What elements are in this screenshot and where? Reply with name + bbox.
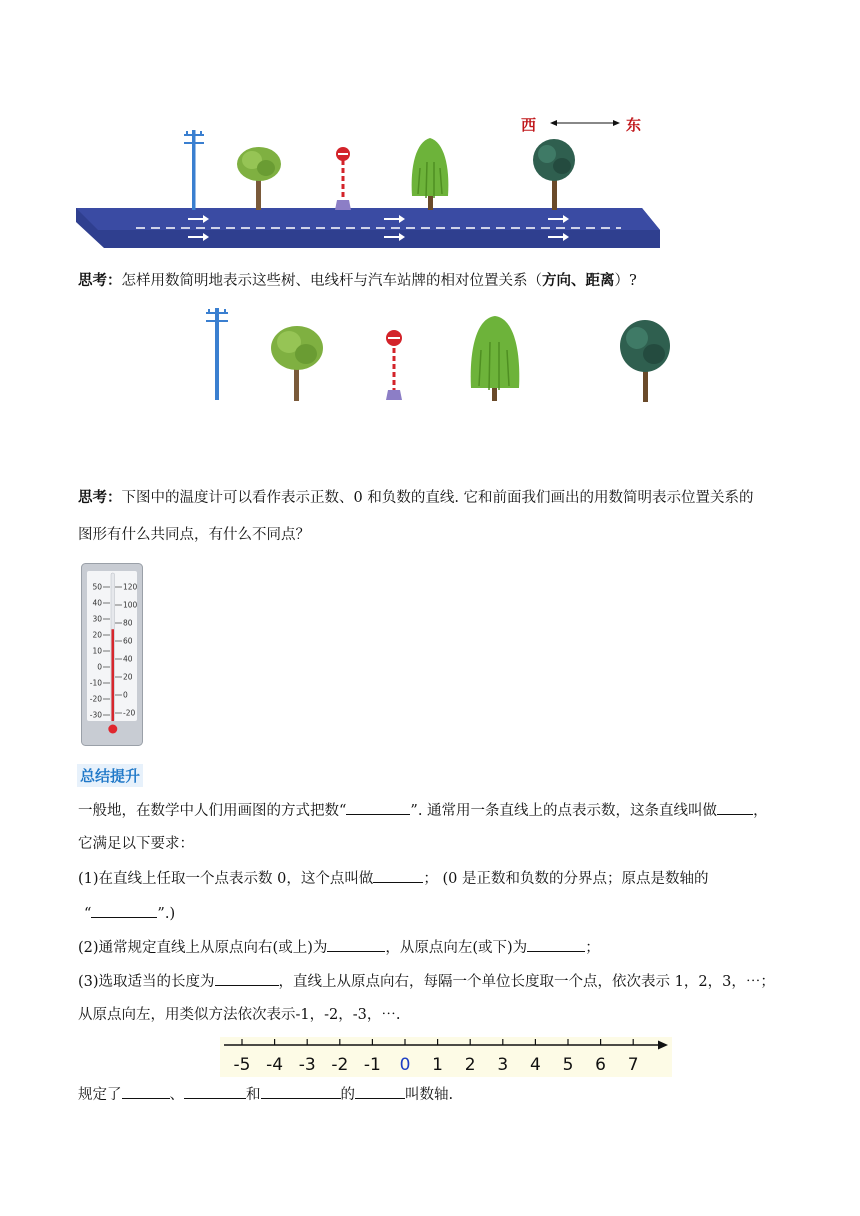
summary-line-8 xyxy=(78,1084,453,1105)
number-line-label: -5 xyxy=(233,1055,251,1075)
fahrenheit-tick-label: 80 xyxy=(123,618,133,628)
fahrenheit-tick-label: -20 xyxy=(123,708,136,718)
text: ，直线上从原点向右，每隔一个单位长度取一个点，依次表示 1，2，3，⋯； xyxy=(278,974,775,990)
celsius-tick-label: 20 xyxy=(92,630,102,640)
summary-line-1 xyxy=(78,800,768,821)
east-label: 东 xyxy=(626,116,642,134)
text: ； xyxy=(585,940,600,956)
celsius-tick-label: 10 xyxy=(92,646,102,656)
number-line-label: -2 xyxy=(331,1055,349,1075)
number-line-label: -1 xyxy=(363,1055,381,1075)
fahrenheit-tick-label: 60 xyxy=(123,636,133,646)
objects-figure xyxy=(195,302,685,407)
power-pole xyxy=(184,130,204,210)
text: ，从原点向左(或下)为 xyxy=(385,940,528,956)
celsius-tick-label: -10 xyxy=(89,678,102,688)
text: 和 xyxy=(246,1087,261,1103)
willow-tree xyxy=(412,138,449,210)
think-label: 思考： xyxy=(78,489,122,506)
think-line-2: 图形有什么共同点，有什么不同点？ xyxy=(78,527,310,543)
thermometer-figure xyxy=(81,563,143,746)
west-label: 西 xyxy=(521,116,537,134)
text: (3)选取适当的长度为 xyxy=(78,974,215,990)
blank xyxy=(373,868,423,883)
celsius-scale xyxy=(90,583,110,720)
celsius-tick-label: -30 xyxy=(89,710,102,720)
summary-line-6 xyxy=(78,971,775,992)
celsius-tick-label: 50 xyxy=(92,582,102,592)
road-scene-figure xyxy=(76,110,666,252)
number-line-label: -4 xyxy=(266,1055,284,1075)
number-line-label: 0 xyxy=(399,1055,411,1075)
number-line-label: 2 xyxy=(464,1055,476,1075)
blank xyxy=(527,937,585,952)
bus-stop-sign xyxy=(386,330,402,400)
blank xyxy=(184,1084,246,1099)
blank xyxy=(91,903,157,918)
think-text-b: ）? xyxy=(614,273,637,289)
willow-tree xyxy=(471,316,520,401)
text: 的 xyxy=(340,1087,355,1103)
fahrenheit-tick-label: 100 xyxy=(123,600,138,610)
power-pole xyxy=(206,308,228,400)
blank xyxy=(717,800,753,815)
think-line-1: 下图中的温度计可以看作表示正数、0 和负数的直线. 它和前面我们画出的用数简明表示位置关系的 xyxy=(121,490,754,506)
blank xyxy=(122,1084,170,1099)
tree-2 xyxy=(533,139,575,210)
blank xyxy=(327,937,385,952)
fahrenheit-tick-label: 120 xyxy=(123,582,138,592)
blank xyxy=(261,1084,341,1099)
celsius-tick-label: 40 xyxy=(92,598,102,608)
text: ”.) xyxy=(157,906,176,922)
think-question-2 xyxy=(78,488,754,508)
tree-2 xyxy=(620,320,670,402)
tree-1 xyxy=(271,326,323,401)
text: 规定了 xyxy=(78,1087,122,1103)
summary-line-5 xyxy=(78,937,600,958)
mercury-column xyxy=(112,629,115,721)
think-text-bold: 方向、距离 xyxy=(542,272,615,289)
blank xyxy=(346,800,410,815)
text: “ xyxy=(84,906,92,922)
celsius-tick-label: -20 xyxy=(89,694,102,704)
number-line-label: 5 xyxy=(562,1055,574,1075)
summary-line-2: 它满足以下要求： xyxy=(78,836,194,852)
tree-1 xyxy=(237,147,281,210)
text: ； (0 是正数和负数的分界点；原点是数轴的 xyxy=(423,871,709,887)
summary-line-3 xyxy=(78,868,708,889)
blank xyxy=(355,1084,405,1099)
text: ， xyxy=(753,803,768,819)
number-line-label: 6 xyxy=(595,1055,607,1075)
text: (2)通常规定直线上从原点向右(或上)为 xyxy=(78,940,328,956)
text: 、 xyxy=(169,1087,184,1103)
bus-stop-sign xyxy=(335,147,351,210)
text: ”. 通常用一条直线上的点表示数，这条直线叫做 xyxy=(410,803,718,819)
celsius-tick-label: 30 xyxy=(92,614,102,624)
fahrenheit-tick-label: 20 xyxy=(123,672,133,682)
text: 叫数轴. xyxy=(405,1087,454,1103)
think-question-1 xyxy=(78,271,637,291)
number-line-label: 7 xyxy=(627,1055,639,1075)
text: 一般地，在数学中人们用画图的方式把数“ xyxy=(78,803,347,819)
fahrenheit-tick-label: 0 xyxy=(123,690,128,700)
number-line-label: 4 xyxy=(529,1055,541,1075)
number-line-figure xyxy=(220,1037,672,1077)
number-line-label: 3 xyxy=(497,1055,509,1075)
number-line-label: 1 xyxy=(432,1055,444,1075)
summary-line-4 xyxy=(84,903,175,924)
think-label: 思考： xyxy=(78,272,122,289)
celsius-tick-label: 0 xyxy=(97,662,102,672)
section-heading: 总结提升 xyxy=(77,764,143,787)
fahrenheit-tick-label: 40 xyxy=(123,654,133,664)
blank xyxy=(215,971,279,986)
think-text-a: 怎样用数简明地表示这些树、电线杆与汽车站牌的相对位置关系（ xyxy=(121,273,542,289)
text: (1)在直线上任取一个点表示数 0，这个点叫做 xyxy=(78,871,374,887)
number-line-label: -3 xyxy=(298,1055,316,1075)
thermometer-bulb xyxy=(108,725,117,734)
summary-line-7: 从原点向左，用类似方法依次表示-1，-2，-3，⋯. xyxy=(78,1007,401,1023)
